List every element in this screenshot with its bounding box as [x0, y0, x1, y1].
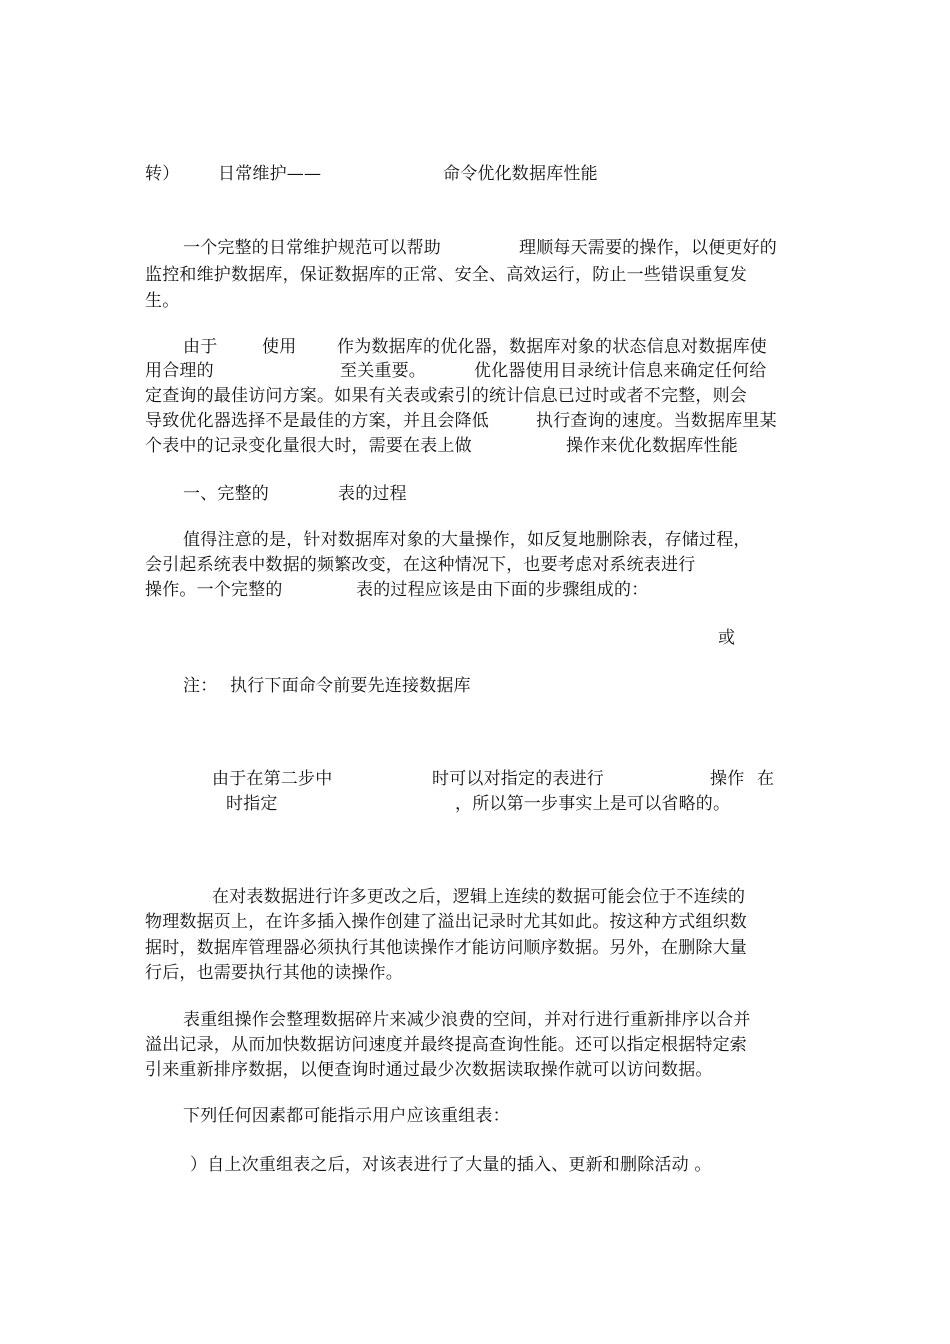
paragraph-2-line-5b: 操作来优化数据库性能: [566, 436, 738, 456]
title-suffix: 命令优化数据库性能: [443, 164, 598, 184]
paragraph-2-line-2b: 至关重要。: [340, 361, 426, 381]
paragraph-4-line-2a: 时指定: [226, 794, 278, 814]
section-heading-a: 一、完整的: [183, 484, 269, 504]
paragraph-2-line-4a: 导致优化器选择不是最佳的方案，并且会降低: [145, 411, 489, 431]
paragraph-2-line-5a: 个表中的记录变化量很大时，需要在表上做: [145, 436, 472, 456]
paragraph-3-line-3b: 表的过程应该是由下面的步骤组成的：: [356, 580, 649, 600]
paragraph-4-line-1a: 由于在第二步中: [212, 769, 333, 789]
paragraph-2-line-3: 定查询的最佳访问方案。如果有关表或索引的统计信息已过时或者不完整，则会: [145, 386, 747, 406]
paragraph-3-line-3a: 操作。一个完整的: [145, 580, 283, 600]
paragraph-1-line-2: 监控和维护数据库，保证数据库的正常、安全、高效运行，防止一些错误重复发: [145, 265, 747, 285]
paragraph-4-line-2b: ，所以第一步事实上是可以省略的。: [455, 794, 731, 814]
paragraph-7: 下列任何因素都可能指示用户应该重组表：: [183, 1106, 510, 1126]
note-text: 执行下面命令前要先连接数据库: [230, 676, 471, 696]
paragraph-4-line-1c: 操作: [710, 769, 745, 789]
paragraph-8: ）自上次重组表之后，对该表进行了大量的插入、更新和删除活动 。: [190, 1155, 712, 1175]
paragraph-3-line-1: 值得注意的是，针对数据库对象的大量操作，如反复地删除表，存储过程，: [183, 530, 751, 550]
paragraph-2-line-1a: 由于: [183, 337, 218, 357]
paragraph-6-line-1: 表重组操作会整理数据碎片来减少浪费的空间，并对行进行重新排序以合并: [183, 1010, 751, 1030]
section-heading-b: 表的过程: [338, 484, 407, 504]
paragraph-1-line-1a: 一个完整的日常维护规范可以帮助: [183, 238, 441, 258]
note-label: 注：: [183, 676, 218, 696]
paragraph-4-line-1b: 时可以对指定的表进行: [432, 769, 604, 789]
paragraph-2-line-2c: 优化器使用目录统计信息来确定任何给: [474, 361, 767, 381]
paragraph-5-line-4: 行后，也需要执行其他的读操作。: [145, 963, 403, 983]
paragraph-2-line-2a: 用合理的: [145, 361, 214, 381]
paragraph-4-line-1d: 在: [757, 769, 775, 789]
paragraph-5-line-3: 据时，数据库管理器必须执行其他读操作才能访问顺序数据。另外，在删除大量: [145, 938, 747, 958]
paragraph-1-line-3: 生。: [145, 291, 180, 311]
paragraph-2-line-1c: 作为数据库的优化器，数据库对象的状态信息对数据库使: [337, 337, 767, 357]
title-prefix: 转）: [145, 164, 180, 184]
title-part: 日常维护——: [218, 164, 322, 184]
paragraph-1-line-1b: 理顺每天需要的操作，以便更好的: [519, 238, 777, 258]
paragraph-2-line-1b: 使用: [262, 337, 297, 357]
paragraph-5-line-1: 在对表数据进行许多更改之后，逻辑上连续的数据可能会位于不连续的: [212, 887, 746, 907]
paragraph-3-line-2: 会引起系统表中数据的频繁改变，在这种情况下，也要考虑对系统表进行: [145, 555, 696, 575]
paragraph-5-line-2: 物理数据页上，在许多插入操作创建了溢出记录时尤其如此。按这种方式组织数: [145, 912, 747, 932]
paragraph-6-line-2: 溢出记录，从而加快数据访问速度并最终提高查询性能。还可以指定根据特定索: [145, 1035, 747, 1055]
or-text: 或: [718, 628, 736, 648]
paragraph-6-line-3: 引来重新排序数据，以便查询时通过最少次数据读取操作就可以访问数据。: [145, 1060, 713, 1080]
paragraph-2-line-4b: 执行查询的速度。当数据库里某: [536, 411, 777, 431]
